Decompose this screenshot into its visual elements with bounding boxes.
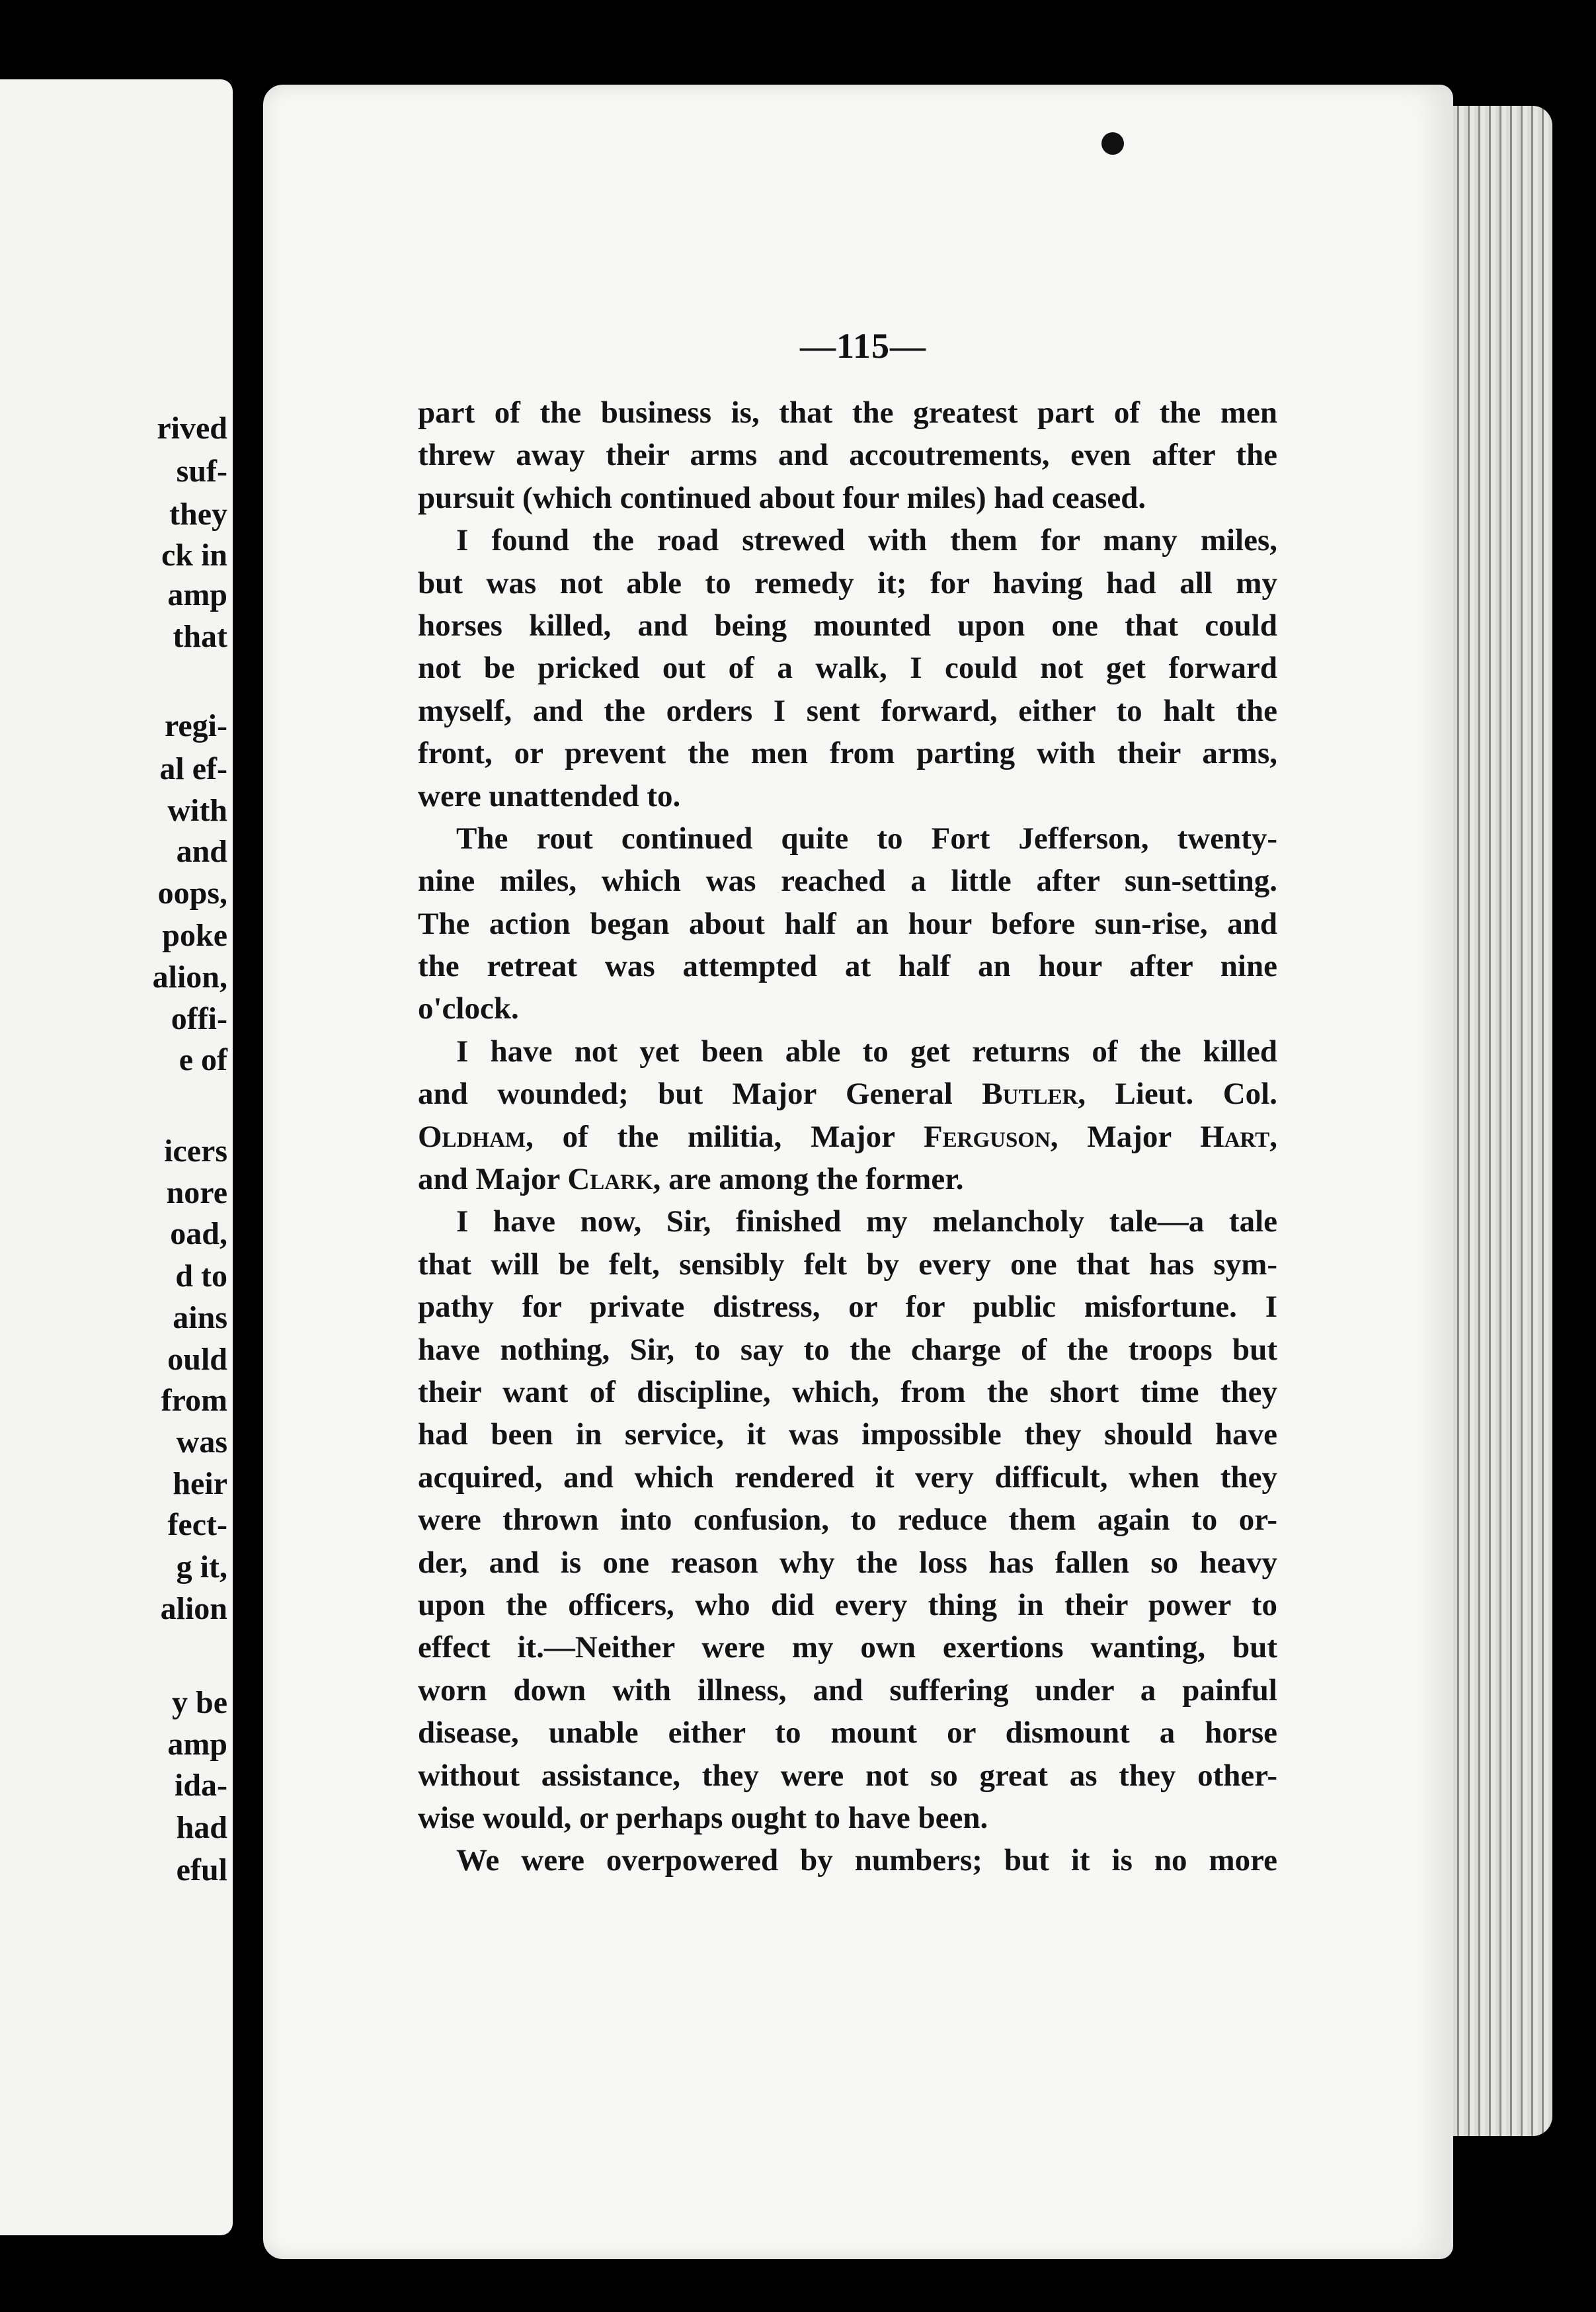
paragraph xyxy=(418,1839,1277,1881)
left-page-fragment: with xyxy=(167,793,227,828)
text-segment: , xyxy=(1269,1119,1277,1154)
name-small-caps: Ferguson xyxy=(923,1119,1051,1154)
text-line: We were overpowered by numbers; but it is no more xyxy=(456,1843,1277,1878)
left-page-fragment: alion xyxy=(160,1591,227,1626)
left-page-fragment: regi- xyxy=(164,708,227,743)
page-block-edge xyxy=(1453,106,1552,2136)
left-page-fragment: heir xyxy=(173,1466,227,1501)
text-line: front, or prevent the men from parting with their arms, xyxy=(418,736,1277,771)
paragraph xyxy=(418,392,1277,519)
text-line: o'clock. xyxy=(418,991,519,1026)
text-line xyxy=(418,1158,1277,1200)
text-line: worn down with illness, and suffering under a painful xyxy=(418,1672,1277,1708)
page-number: —115— xyxy=(800,326,927,366)
text-line: part of the business is, that the greatest part of the men xyxy=(418,395,1277,430)
text-line: der, and is one reason why the loss has fallen so heavy xyxy=(418,1545,1277,1580)
text-segment: , Major xyxy=(1050,1119,1201,1154)
left-page-fragment: ck in xyxy=(161,538,227,573)
left-page-fragment: poke xyxy=(162,918,227,953)
text-line: acquired, and which rendered it very difficult, when they xyxy=(418,1460,1277,1495)
left-page-fragment: they xyxy=(169,497,227,532)
name-small-caps: Butler xyxy=(982,1077,1078,1112)
text-segment: and Major xyxy=(418,1162,568,1197)
text-line: were thrown into confusion, to reduce them again to or- xyxy=(418,1503,1277,1538)
text-line: effect it.—Neither were my own exertions wanting, but xyxy=(418,1630,1277,1665)
paragraph xyxy=(418,1200,1277,1839)
text-line xyxy=(418,1116,1277,1158)
text-line: I found the road strewed with them for many miles, xyxy=(456,523,1277,558)
text-line xyxy=(418,1073,1277,1115)
left-page-fragment: oops, xyxy=(157,876,227,911)
paragraph xyxy=(418,519,1277,817)
text-line: without assistance, they were not so great as they other- xyxy=(418,1758,1277,1793)
left-page-fragment: amp xyxy=(167,577,227,612)
left-page-fragment: rived xyxy=(157,411,227,446)
text-line: The rout continued quite to Fort Jefferson, twenty- xyxy=(456,821,1277,856)
left-page-fragment: and xyxy=(176,834,227,869)
text-line: myself, and the orders I sent forward, either to halt the xyxy=(418,693,1277,728)
text-line xyxy=(418,1030,1277,1073)
left-page-fragment: was xyxy=(176,1424,227,1460)
left-page-fragment: ould xyxy=(167,1342,227,1377)
left-page-fragment: from xyxy=(161,1383,227,1418)
left-page-fragment: oad, xyxy=(170,1216,227,1251)
text-segment: I have not yet been able to get returns of the killed xyxy=(456,1034,1277,1069)
left-page-fragment: g it, xyxy=(176,1549,227,1585)
left-facing-page xyxy=(0,79,233,2235)
page-body-text xyxy=(418,392,1277,1882)
left-page-fragment: offi- xyxy=(171,1001,227,1036)
left-page-fragment: ida- xyxy=(174,1768,227,1803)
left-page-fragment: that xyxy=(173,619,227,654)
left-page-fragment: eful xyxy=(176,1852,227,1887)
ink-spot xyxy=(1101,132,1124,155)
text-line: have nothing, Sir, to say to the charge of the troops but xyxy=(418,1332,1277,1367)
text-segment: and wounded; but Major General xyxy=(418,1077,982,1112)
text-line: pathy for private distress, or for public misfortune. I xyxy=(418,1290,1277,1325)
left-page-fragment: ains xyxy=(173,1300,227,1335)
text-line: were unattended to. xyxy=(418,778,681,813)
left-page-fragment: e of xyxy=(179,1042,227,1077)
text-line: pursuit (which continued about four miles) had ceased. xyxy=(418,480,1146,515)
text-line: I have now, Sir, finished my melancholy tale—a tale xyxy=(456,1204,1277,1239)
left-page-fragment: suf- xyxy=(176,454,227,489)
text-segment: , Lieut. Col. xyxy=(1078,1077,1277,1112)
left-page-fragment: fect- xyxy=(167,1507,227,1542)
left-page-fragment: had xyxy=(176,1810,227,1845)
text-line: had been in service, it was impossible they should have xyxy=(418,1417,1277,1452)
text-line: horses killed, and being mounted upon one that could xyxy=(418,608,1277,643)
left-page-fragment: y be xyxy=(172,1685,227,1720)
text-line: the retreat was attempted at half an hour after nine xyxy=(418,949,1277,984)
text-segment: , of the militia, Major xyxy=(526,1119,924,1154)
left-page-fragment: alion, xyxy=(152,960,227,995)
paragraph xyxy=(418,1030,1277,1201)
text-line: not be pricked out of a walk, I could not get forward xyxy=(418,651,1277,686)
text-line: that will be felt, sensibly felt by every one that has sym- xyxy=(418,1247,1277,1282)
name-small-caps: Oldham xyxy=(418,1119,526,1154)
left-page-fragment: icers xyxy=(164,1134,227,1169)
name-small-caps: Hart xyxy=(1200,1119,1270,1154)
text-line: The action began about half an hour before sun-rise, and xyxy=(418,906,1277,941)
text-line: disease, unable either to mount or dismount a horse xyxy=(418,1715,1277,1751)
left-page-fragment: nore xyxy=(166,1175,227,1210)
left-page-fragment: amp xyxy=(167,1727,227,1762)
text-line: threw away their arms and accoutrements, even after the xyxy=(418,438,1277,473)
text-line: nine miles, which was reached a little after sun-setting. xyxy=(418,864,1277,899)
text-segment: , are among the former. xyxy=(653,1162,964,1197)
left-page-fragment: al ef- xyxy=(159,751,227,786)
paragraph xyxy=(418,817,1277,1030)
text-line: their want of discipline, which, from the short time they xyxy=(418,1374,1277,1409)
text-line: upon the officers, who did every thing in their power to xyxy=(418,1587,1277,1622)
name-small-caps: Clark xyxy=(567,1162,653,1197)
left-page-fragment: d to xyxy=(175,1259,227,1294)
text-line: but was not able to remedy it; for having had all my xyxy=(418,565,1277,600)
text-line: wise would, or perhaps ought to have been. xyxy=(418,1800,988,1835)
